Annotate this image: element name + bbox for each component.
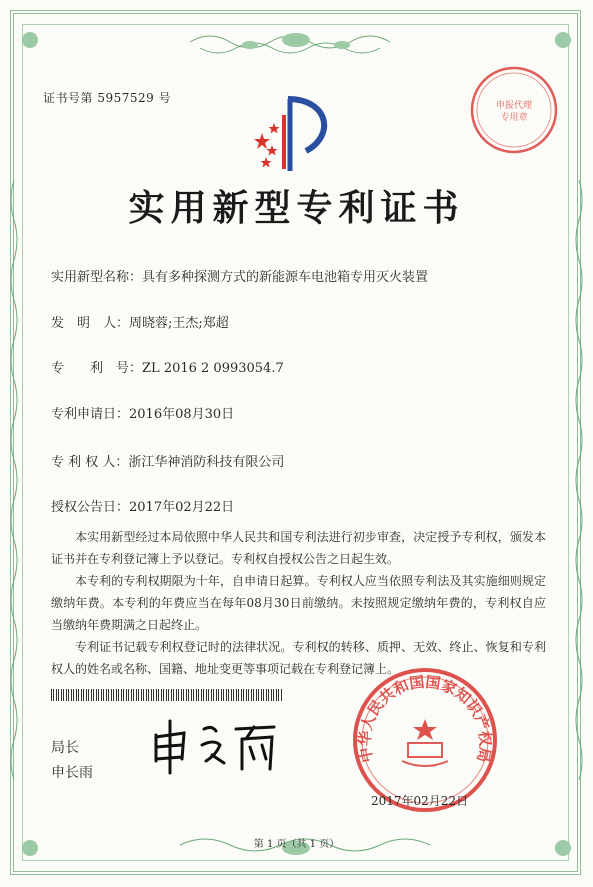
field-label: 专 利 号： <box>51 361 143 376</box>
body-paragraph-legal-status: 专利证书记载专利权登记时的法律状况。专利权的转移、质押、无效、终止、恢复和专利权人的姓名或名称、国籍、地址变更等事项记载在专利登记簿上。 <box>51 640 546 676</box>
field-value: 浙江华神消防科技有限公司 <box>128 455 285 470</box>
seal-date: 2017年02月22日 <box>371 794 469 808</box>
agency-stamp <box>468 64 560 156</box>
field-application-date <box>51 403 234 422</box>
agency-stamp-center-text: 申报代理 <box>495 101 533 111</box>
certificate-number-prefix: 证书号第 <box>43 91 94 105</box>
signatory-title: 局长 <box>51 740 79 756</box>
field-value: ZL 2016 2 0993054.7 <box>142 361 284 376</box>
seal-text: 中华人民共和国国家知识产权局 <box>355 672 495 765</box>
field-patentee <box>51 451 284 470</box>
field-label: 实用新型名称： <box>51 270 143 285</box>
certificate-number <box>43 89 171 106</box>
field-value: 具有多种探测方式的新能源车电池箱专用灭火装置 <box>142 270 429 285</box>
certificate-title: 实用新型专利证书 <box>128 187 465 229</box>
signatory-name: 申长雨 <box>51 765 93 781</box>
field-utility-model-name <box>51 266 428 285</box>
certificate-number-suffix: 号 <box>158 91 172 105</box>
barcode <box>51 689 283 701</box>
field-label: 授权公告日： <box>51 500 130 515</box>
body-paragraph-term: 本专利的专利权期限为十年，自申请日起算。专利权人应当依照专利法及其实施细则规定缴纳年费。本专利的年费应当在每年08月30日前缴纳。未按照规定缴纳年费的，专利权自应当缴纳年费期满之日起终止。 <box>51 574 546 632</box>
field-value: 2016年08月30日 <box>129 407 235 422</box>
field-label: 专利申请日： <box>51 407 130 422</box>
field-value: 2017年02月22日 <box>129 500 235 515</box>
svg-text:专用章: 专用章 <box>500 113 528 123</box>
handwritten-signature <box>150 715 280 775</box>
certificate-number-value: 5957529 <box>97 91 155 105</box>
field-inventors <box>51 312 229 331</box>
field-value: 周晓蓉;王杰;郑超 <box>129 316 229 331</box>
patent-office-logo <box>248 95 340 175</box>
field-label: 专 利 权 人： <box>51 455 129 470</box>
field-label: 发 明 人： <box>51 316 130 331</box>
page-number: 第 1 页（共 1 页） <box>253 839 340 850</box>
field-patent-number <box>51 357 284 376</box>
body-paragraph-grant: 本实用新型经过本局依照中华人民共和国专利法进行初步审查，决定授予专利权，颁发本证书并在专利登记簿上予以登记。专利权自授权公告之日起生效。 <box>51 530 546 566</box>
field-grant-date <box>51 496 234 515</box>
